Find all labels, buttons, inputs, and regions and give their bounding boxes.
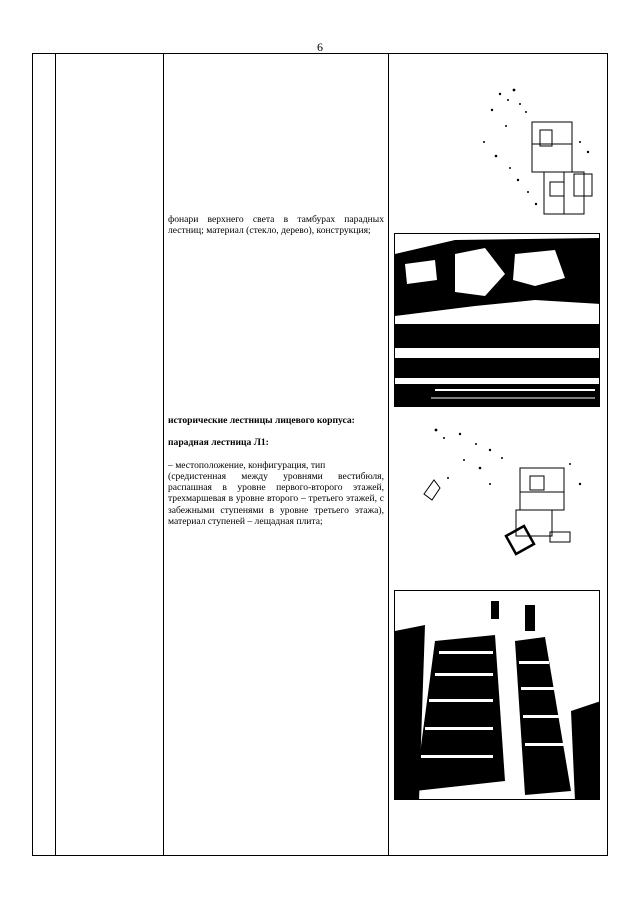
floor-plan-icon — [420, 424, 590, 564]
stairs-photo — [394, 590, 600, 800]
column-divider-1 — [55, 53, 56, 856]
skylight-photo — [394, 233, 600, 407]
stair-l1-line-1: – местоположение, конфигурация, тип — [168, 459, 326, 471]
floor-plan-icon — [470, 82, 600, 220]
column-divider-3 — [388, 53, 389, 856]
stair-l1-heading: парадная лестница Л1: — [168, 437, 269, 449]
historic-stairs-block — [168, 415, 384, 527]
skylights-paragraph: фонари верхнего света в тамбурах парадных лестниц; материал (стекло, дерево), конструкция; — [168, 214, 384, 237]
column-divider-2 — [163, 53, 164, 856]
stair-l1-line-2: (средистенная между уровнями вестибюля, распашная в уровне первого-второго этажей, трехмаршевая в уровне второго – третьего этажей, с забежными ступенями в уровне третьего этажа), материал ступеней – лещадная плита; — [168, 470, 384, 528]
skylight-photo-image — [395, 234, 600, 407]
historic-stairs-heading: исторические лестницы лицевого корпуса: — [168, 415, 355, 426]
page-number: 6 — [317, 40, 323, 54]
stairs-photo-image — [395, 591, 600, 800]
skylights-text — [168, 214, 384, 237]
